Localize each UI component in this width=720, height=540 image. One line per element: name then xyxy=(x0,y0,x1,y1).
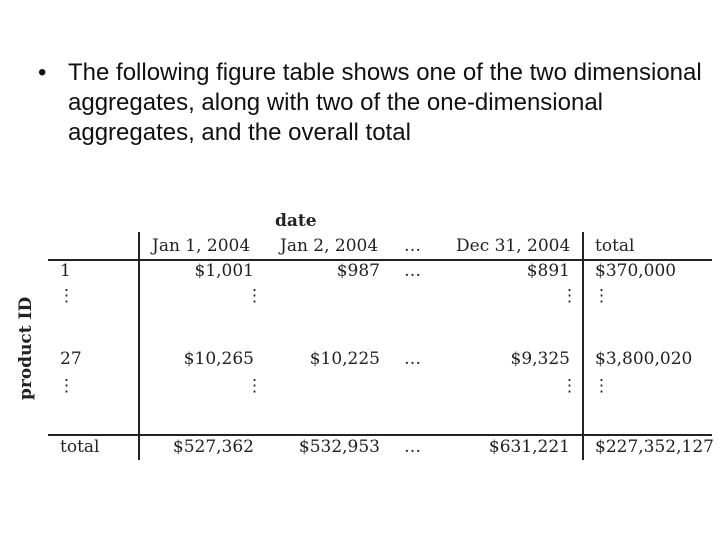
vertical-ellipsis: ⋮ xyxy=(246,286,263,306)
total-rule xyxy=(48,434,712,436)
table-cell: $631,221 xyxy=(488,437,570,457)
table-cell: $3,800,020 xyxy=(595,349,693,369)
table-cell: … xyxy=(404,349,421,369)
vertical-ellipsis: ⋮ xyxy=(593,376,610,396)
table-cell: $9,325 xyxy=(510,349,570,369)
table-cell: $532,953 xyxy=(298,437,380,457)
bullet-text: The following figure table shows one of the two dimensional aggregates, along with two of the one-dimensional aggregates, and the overall total xyxy=(68,59,702,146)
bullet-symbol: • xyxy=(38,59,47,86)
vertical-ellipsis: ⋮ xyxy=(58,376,75,396)
col-axis-label: date xyxy=(275,211,317,231)
col-header: Jan 1, 2004 xyxy=(152,236,251,256)
row-label: 27 xyxy=(60,349,82,369)
col-header: … xyxy=(404,236,421,256)
col-divider-total xyxy=(582,232,584,460)
row-axis-label: product ID xyxy=(16,296,36,400)
vertical-ellipsis: ⋮ xyxy=(246,376,263,396)
vertical-ellipsis: ⋮ xyxy=(561,376,578,396)
row-label: 1 xyxy=(60,261,71,281)
table-cell: $10,225 xyxy=(309,349,380,369)
col-header: total xyxy=(595,236,635,256)
row-label: total xyxy=(60,437,100,457)
table-cell: $227,352,127 xyxy=(595,437,714,457)
table-cell: $527,362 xyxy=(172,437,254,457)
table-cell: $891 xyxy=(526,261,570,281)
vertical-ellipsis: ⋮ xyxy=(561,286,578,306)
table-cell: … xyxy=(404,261,421,281)
col-header: Dec 31, 2004 xyxy=(456,236,571,256)
table-cell: $987 xyxy=(336,261,380,281)
table-cell: $370,000 xyxy=(595,261,677,281)
vertical-ellipsis: ⋮ xyxy=(593,286,610,306)
col-header: Jan 2, 2004 xyxy=(280,236,379,256)
vertical-ellipsis: ⋮ xyxy=(58,286,75,306)
table-cell: $1,001 xyxy=(194,261,254,281)
col-divider-left xyxy=(138,232,140,460)
table-cell: … xyxy=(404,437,421,457)
table-cell: $10,265 xyxy=(183,349,254,369)
